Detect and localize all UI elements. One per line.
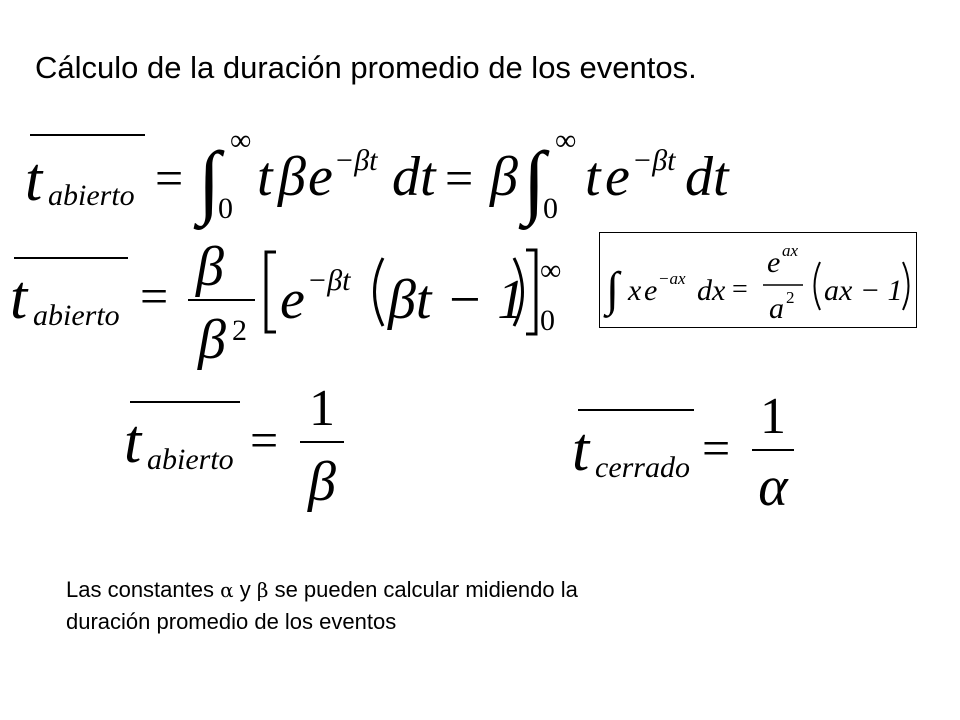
differential: dt: [685, 146, 729, 208]
upper-limit: ∞: [230, 124, 252, 157]
subscript-abierto: abierto: [147, 443, 234, 476]
integral-sign: ∫: [523, 135, 546, 226]
symbol-t: t: [25, 146, 43, 214]
equals-sign: =: [445, 150, 474, 206]
denominator-beta: β: [198, 309, 226, 371]
subscript-abierto: abierto: [33, 299, 120, 332]
slide-title: Cálculo de la duración promedio de los eventos.: [35, 50, 697, 85]
equals-sign: =: [732, 274, 748, 305]
note-text: [66, 574, 578, 638]
paren-content: ax − 1: [824, 274, 903, 307]
equals-sign: =: [140, 268, 169, 324]
note-line-1: [66, 574, 578, 606]
differential: dt: [392, 146, 436, 208]
equals-sign: =: [702, 420, 731, 476]
paren-content: βt − 1: [388, 269, 526, 331]
exponent-two: 2: [786, 288, 795, 307]
note-prefix: Las constantes: [66, 577, 214, 602]
symbol-e: e: [644, 274, 658, 307]
exponent: ax: [782, 241, 799, 260]
symbol-t: t: [585, 146, 601, 208]
equals-sign: =: [155, 150, 184, 206]
numerator: β: [196, 236, 224, 298]
exponent: −ax: [658, 269, 686, 288]
exponent-two: 2: [232, 314, 247, 347]
symbol-t: t: [124, 408, 142, 476]
beta-symbol: β: [256, 578, 269, 602]
integral-sign: ∫: [198, 135, 221, 226]
numerator-e: e: [767, 246, 781, 279]
symbol-t: t: [10, 264, 28, 332]
lower-limit: 0: [540, 304, 555, 337]
symbol-t: t: [257, 146, 273, 208]
upper-limit: ∞: [540, 254, 562, 287]
differential: dx: [697, 274, 726, 307]
alpha-symbol: α: [220, 578, 234, 602]
lower-limit: 0: [543, 192, 558, 225]
integral-sign: ∫: [606, 263, 620, 316]
symbol-beta: β: [278, 146, 306, 208]
symbol-e: e: [605, 146, 630, 208]
note-suffix: se pueden calcular midiendo la: [274, 577, 578, 602]
symbol-e: e: [280, 269, 305, 331]
exponent: −βt: [307, 264, 351, 297]
equals-sign: =: [250, 412, 279, 468]
denominator-beta: β: [308, 451, 336, 513]
symbol-beta: β: [490, 146, 518, 208]
subscript-cerrado: cerrado: [595, 451, 690, 484]
subscript-abierto: abierto: [48, 179, 135, 212]
symbol-t: t: [572, 416, 590, 484]
denominator-alpha: α: [758, 456, 788, 518]
exponent: −βt: [334, 144, 378, 177]
numerator-one: 1: [760, 388, 786, 445]
upper-limit: ∞: [555, 124, 577, 157]
exponent: −βt: [632, 144, 676, 177]
symbol-e: e: [308, 146, 333, 208]
note-line-2: duración promedio de los eventos: [66, 609, 397, 634]
numerator-one: 1: [309, 380, 335, 437]
symbol-x: x: [628, 274, 642, 307]
lower-limit: 0: [218, 192, 233, 225]
note-connector: y: [239, 577, 251, 602]
denominator-a: a: [769, 292, 784, 325]
